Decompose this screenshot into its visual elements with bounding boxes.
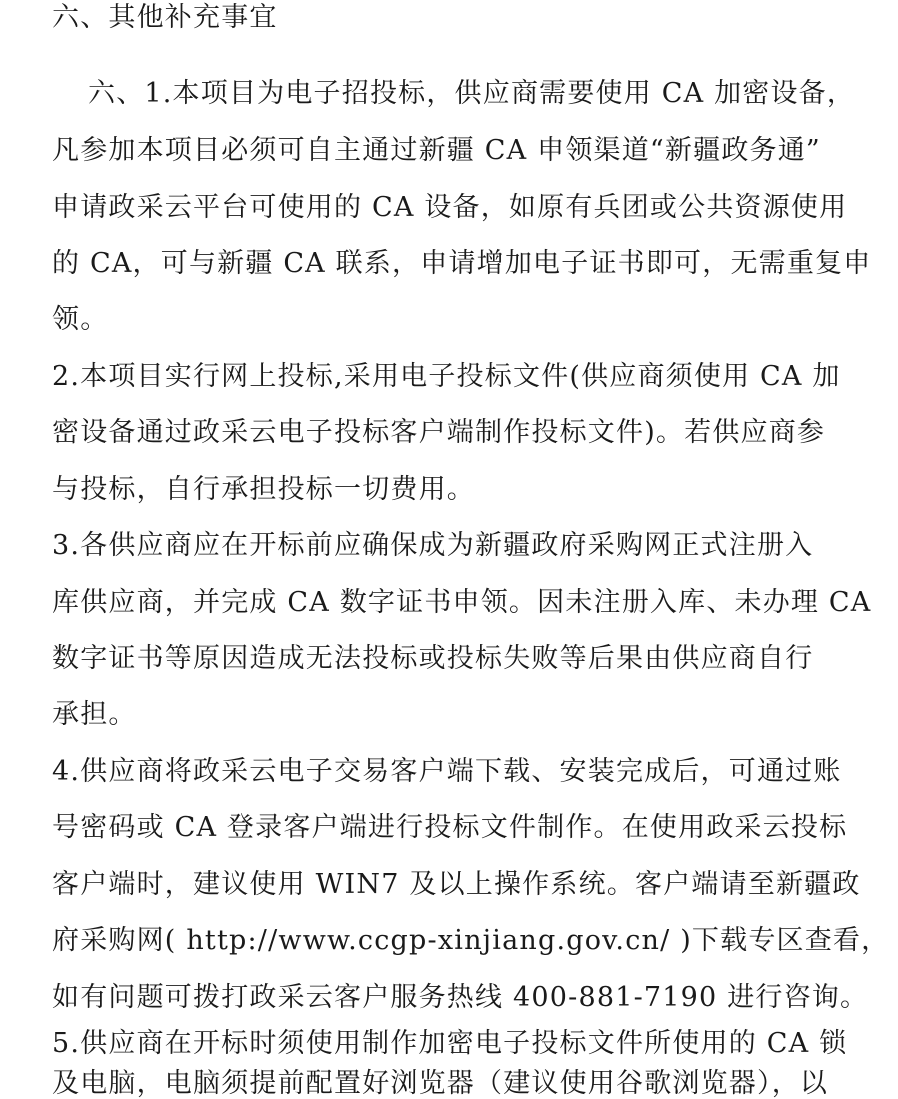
paragraph-line: 2.本项目实行网上投标,采用电子投标文件(供应商须使用 CA 加 — [52, 361, 841, 392]
paragraph-line: 凡参加本项目必须可自主通过新疆 CA 申领渠道“新疆政务通” — [52, 135, 821, 166]
paragraph-line: 数字证书等原因造成无法投标或投标失败等后果由供应商自行 — [52, 643, 814, 674]
paragraph-line: 3.各供应商应在开标前应确保成为新疆政府采购网正式注册入 — [52, 530, 814, 561]
paragraph-line: 领。 — [52, 304, 109, 335]
paragraph-line: 及电脑，电脑须提前配置好浏览器（建议使用谷歌浏览器），以 — [52, 1068, 829, 1099]
paragraph-line: 如有问题可拨打政采云客户服务热线 400-881-7190 进行咨询。 — [52, 982, 869, 1013]
paragraph-line: 4.供应商将政采云电子交易客户端下载、安装完成后，可通过账 — [52, 756, 842, 787]
paragraph-line: 府采购网( http://www.ccgp-xinjiang.gov.cn/ )下载专区查看， — [52, 925, 890, 956]
paragraph-line: 六、1.本项目为电子招投标，供应商需要使用 CA 加密设备， — [88, 78, 856, 109]
paragraph-line: 库供应商，并完成 CA 数字证书申领。因未注册入库、未办理 CA — [52, 587, 872, 618]
paragraph-line: 号密码或 CA 登录客户端进行投标文件制作。在使用政采云投标 — [52, 812, 848, 843]
paragraph-line: 5.供应商在开标时须使用制作加密电子投标文件所使用的 CA 锁 — [52, 1028, 848, 1059]
paragraph-line: 申请政采云平台可使用的 CA 设备，如原有兵团或公共资源使用 — [52, 192, 848, 223]
paragraph-line: 密设备通过政采云电子投标客户端制作投标文件)。若供应商参 — [52, 417, 826, 448]
paragraph-line: 承担。 — [52, 699, 137, 730]
paragraph-line: 客户端时，建议使用 WIN7 及以上操作系统。客户端请至新疆政 — [52, 869, 861, 900]
paragraph-line: 的 CA，可与新疆 CA 联系，申请增加电子证书即可，无需重复申 — [52, 248, 872, 279]
section-heading: 六、其他补充事宜 — [52, 2, 278, 33]
paragraph-line: 与投标，自行承担投标一切费用。 — [52, 474, 475, 505]
